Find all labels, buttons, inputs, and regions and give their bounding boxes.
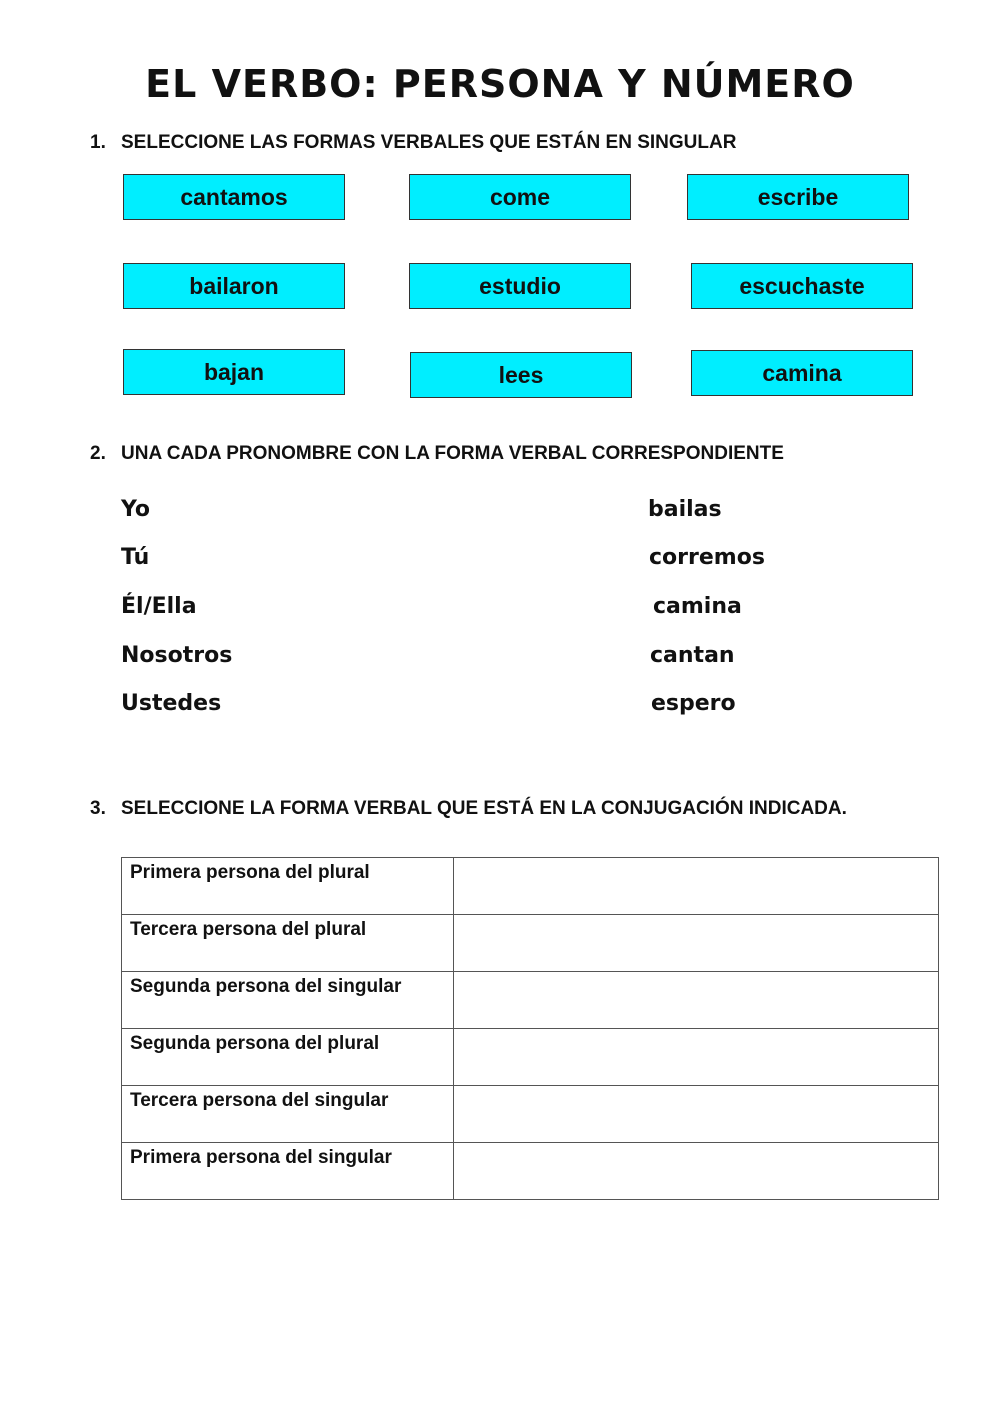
verb-option[interactable]: lees [410,352,632,398]
conjugation-label: Primera persona del plural [122,858,454,915]
table-row [122,972,939,1029]
answer-cell[interactable] [454,858,939,915]
table-row [122,1143,939,1200]
verb-option[interactable]: cantamos [123,174,345,220]
verb-option[interactable]: come [409,174,631,220]
conjugation-label: Tercera persona del singular [122,1086,454,1143]
pronoun-item[interactable]: Tú [121,545,150,570]
pronoun-item[interactable]: Nosotros [121,643,233,668]
verb-match-item[interactable]: corremos [649,545,765,570]
conjugation-label: Segunda persona del plural [122,1029,454,1086]
verb-option[interactable]: camina [691,350,913,396]
pronoun-item[interactable]: Ustedes [121,691,222,716]
conjugation-label: Primera persona del singular [122,1143,454,1200]
verb-option[interactable]: estudio [409,263,631,309]
verb-match-item[interactable]: espero [651,691,736,716]
verb-match-item[interactable]: cantan [650,643,735,668]
section-2-number: 2. [90,443,106,464]
section-3-number: 3. [90,798,106,819]
answer-cell[interactable] [454,1029,939,1086]
answer-cell[interactable] [454,1143,939,1200]
answer-cell[interactable] [454,1086,939,1143]
verb-option[interactable]: escuchaste [691,263,913,309]
page-title: EL VERBO: PERSONA Y NÚMERO [145,62,855,106]
section-1-heading-text: SELECCIONE LAS FORMAS VERBALES QUE ESTÁN EN SINGULAR [121,132,737,153]
table-row [122,858,939,915]
section-1-number: 1. [90,132,106,153]
verb-match-item[interactable]: camina [653,594,742,619]
verb-option[interactable]: escribe [687,174,909,220]
pronoun-item[interactable]: Él/Ella [121,594,197,619]
conjugation-label: Segunda persona del singular [122,972,454,1029]
table-row [122,915,939,972]
answer-cell[interactable] [454,915,939,972]
verb-option[interactable]: bajan [123,349,345,395]
section-3-heading [90,798,847,820]
table-row [122,1029,939,1086]
section-3-heading-text: SELECCIONE LA FORMA VERBAL QUE ESTÁ EN LA CONJUGACIÓN INDICADA. [121,798,847,819]
answer-cell[interactable] [454,972,939,1029]
conjugation-table [121,857,939,1200]
pronoun-item[interactable]: Yo [121,497,151,522]
section-1-heading [90,132,736,154]
section-2-heading-text: UNA CADA PRONOMBRE CON LA FORMA VERBAL CORRESPONDIENTE [121,443,784,464]
verb-option[interactable]: bailaron [123,263,345,309]
verb-match-item[interactable]: bailas [648,497,722,522]
conjugation-label: Tercera persona del plural [122,915,454,972]
table-row [122,1086,939,1143]
section-2-heading [90,443,784,465]
